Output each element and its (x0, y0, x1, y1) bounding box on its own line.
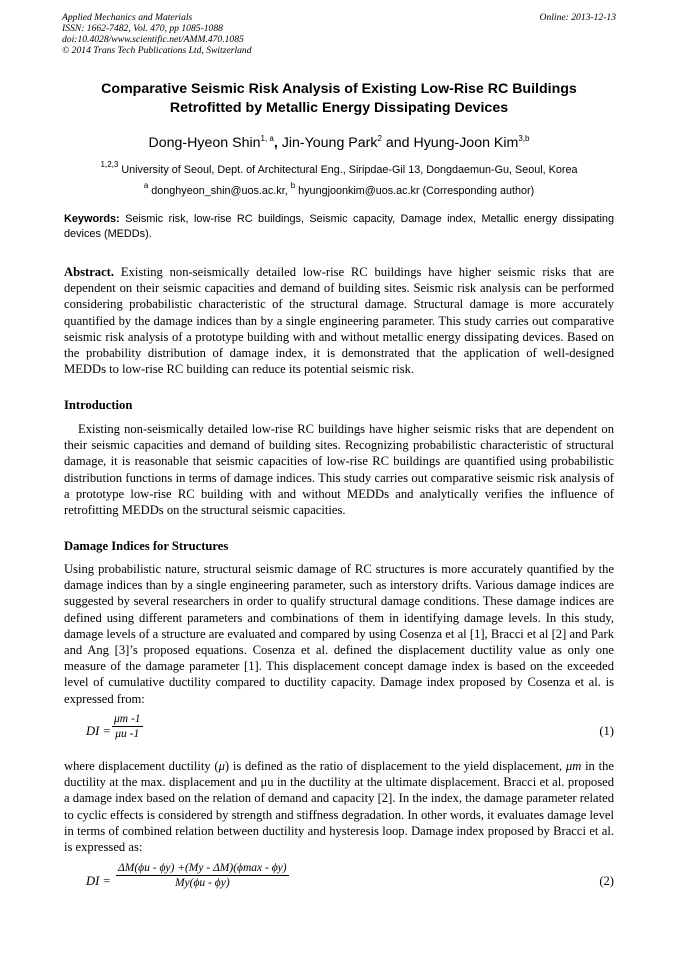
author-1: Dong-Hyeon Shin (148, 135, 261, 151)
copyright-line: © 2014 Trans Tech Publications Ltd, Switzerland (62, 45, 252, 56)
eq2-lhs: DI = (86, 874, 111, 888)
eq1-lhs: DI = (86, 724, 111, 738)
title-line-2: Retrofitted by Metallic Energy Dissipating Devices (169, 100, 509, 116)
author-emails (50, 179, 628, 198)
affiliation (50, 158, 628, 177)
author-list (40, 130, 638, 152)
eq2-denominator: My(ϕu - ϕy) (174, 877, 230, 889)
para2-text-b: ) is defined as the ratio of displacement to the yield displacement, (224, 759, 563, 773)
damage-indices-paragraph-1: Using probabilistic nature, structural seismic damage of RC structures is more accurately quantified by the damage indices than by a single engineering parameter, such as interstory drifts. Various damage indices are suggested by several researchers in order to qualify structural damage conditions. These damage indices are defined using different parameters and combinations of them in identifying damage levels. In this study, damage levels of a structure are evaluated and compared by using Cosenza et al [1], Bracci et al [2] and Park and Ang [3]’s proposed equations. Cosenza et al. defined the displacement ductility value as only one measure of the damage parameter [1]. This displacement concept damage index is based on the exceeded level of cumulative ductility compared to ductility capacity. Damage index proposed by Cosenza et al. is expressed from: (64, 562, 614, 706)
damage-indices-heading: Damage Indices for Structures (64, 539, 229, 553)
keywords-label: Keywords: (64, 213, 120, 225)
equation-1 (64, 713, 614, 751)
damage-indices-paragraph-2 (64, 758, 614, 855)
introduction-heading: Introduction (64, 398, 133, 412)
author-1-sup: 1, a (260, 134, 274, 143)
author-2: Jin-Young Park (281, 135, 378, 151)
eq2-numerator: ΔM(ϕu - ϕy) +(My - ΔM)(ϕmax - ϕy) (118, 862, 287, 874)
author-3-sup: 3,b (518, 134, 530, 143)
title-line-1: Comparative Seismic Risk Analysis of Existing Low-Rise RC Buildings (101, 81, 577, 97)
abstract (64, 264, 614, 377)
affiliation-sup: 1,2,3 (100, 160, 119, 169)
author-separator-2: and (381, 135, 414, 151)
para2-text-a: where displacement ductility ( (64, 759, 219, 773)
author-2-sup: 2 (377, 134, 382, 143)
eq2-fraction (116, 862, 289, 889)
email-b: hyungjoonkim@uos.ac.kr (Corresponding author) (298, 185, 535, 197)
introduction-text: Existing non-seismically detailed low-rise RC buildings have higher seismic risks that are dependent on their seismic capacities and demand of building sites. Recognizing probabilistic characteristic of structural damage, it is reasonable that seismic capacities of low-rise RC buildings are quantified using probabilistic distribution functions in terms of damage indices. This study carries out comparative seismic risk analysis of a prototype low-rise RC building with and without MEDDs and analytically verifies the influence of retrofitting MEDDs on the structural seismic capacities. (64, 422, 614, 518)
equation-2 (64, 862, 614, 902)
para2-text-c: in the ductility at the max. displacement and μu in the ductility at the ultimate displacement. Bracci et al. proposed a damage index based on the relation of demand and capacity [2]. In the index, the damage parameter related to cyclic effects is considered by strength and stiffness degradation. In other words, it evaluates damage level in terms of combined relation between ductility and hysteresis loop. Damage index proposed by Bracci et al. is expressed as: (64, 759, 614, 855)
doi-line: doi:10.4028/www.scientific.net/AMM.470.1085 (62, 34, 244, 45)
eq1-numerator: μm -1 (114, 713, 141, 725)
paper-title (60, 80, 618, 118)
author-3: Hyung-Joon Kim (413, 135, 519, 151)
email-a: donghyeon_shin@uos.ac.kr, (151, 185, 288, 197)
eq1-number: (1) (599, 724, 614, 738)
abstract-label: Abstract. (64, 265, 115, 279)
para2-mum-symbol: μm (565, 759, 582, 773)
email-b-sup: b (290, 181, 296, 190)
abstract-text: Existing non-seismically detailed low-rise RC buildings have higher seismic risks that are dependent on their seismic capacities and demand of building sites. Seismic risk analysis can be performed considering probabilistic characteristic of the structural damage. Structural damage is more accurately quantified by the damage indices than by a single engineering parameter. This study carries out comparative seismic risk analysis of a prototype building with and without metallic energy dissipating devices. Based on the probability distribution of damage index, it is demonstrated that the application of well-designed MEDDs to low-rise RC building can reduce its potential seismic risk. (64, 265, 614, 377)
eq1-fraction (112, 713, 143, 740)
affiliation-text: University of Seoul, Dept. of Architectural Eng., Siripdae-Gil 13, Dongdaemun-Gu, Seoul, Korea (121, 164, 578, 176)
eq1-denominator: μu -1 (115, 728, 140, 740)
journal-name: Applied Mechanics and Materials (62, 12, 193, 23)
para2-mu-symbol: μ (218, 759, 225, 773)
online-date: Online: 2013-12-13 (539, 12, 616, 23)
issn-line: ISSN: 1662-7482, Vol. 470, pp 1085-1088 (62, 23, 223, 34)
eq2-number: (2) (599, 874, 614, 888)
journal-header (62, 12, 616, 56)
email-a-sup: a (143, 181, 149, 190)
keywords-text: Seismic risk, low-rise RC buildings, Seismic capacity, Damage index, Metallic energy dissipating devices (MEDDs). (64, 213, 614, 240)
author-separator-1: , (273, 135, 282, 151)
keywords (64, 212, 614, 242)
